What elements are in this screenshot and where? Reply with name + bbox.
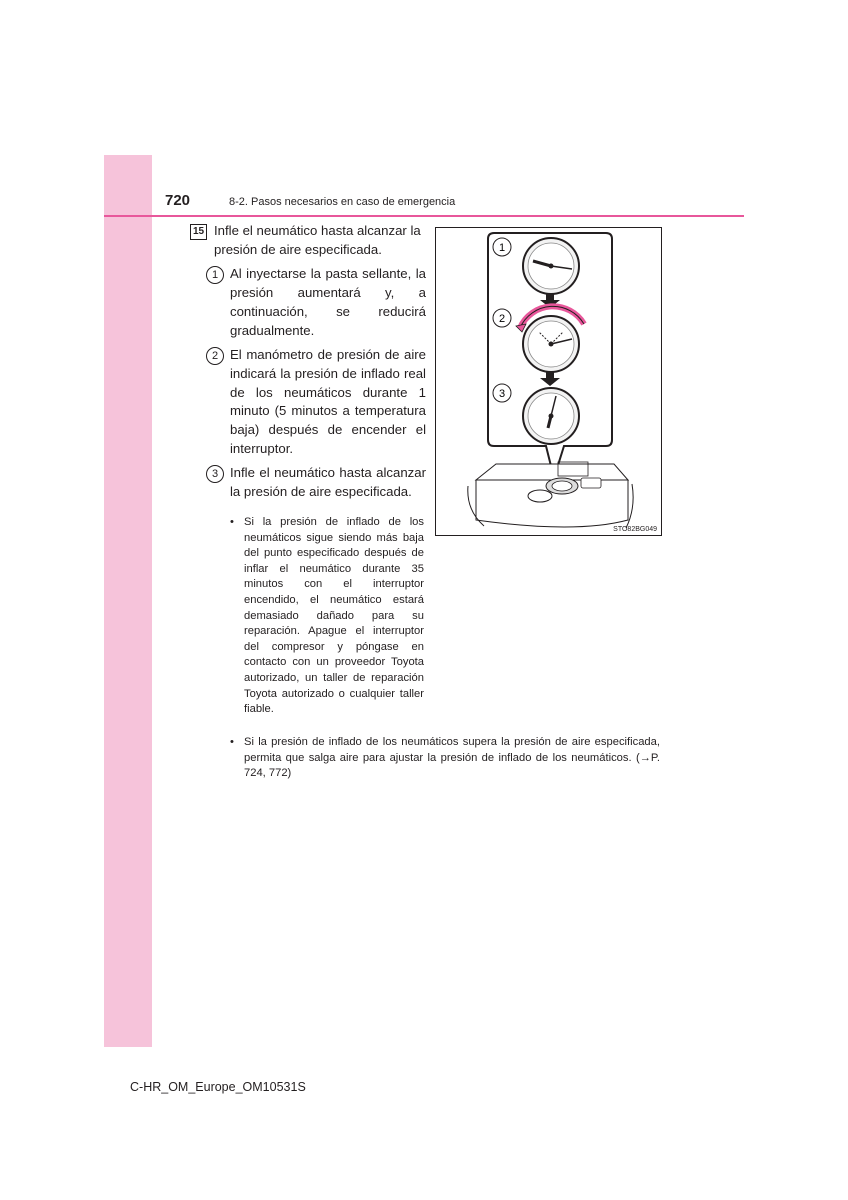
substep-2	[206, 346, 426, 458]
svg-text:1: 1	[498, 242, 506, 254]
note-item-wide	[230, 735, 660, 782]
step-text: Infle el neumático hasta alcanzar la presión de aire especificada.	[214, 223, 421, 257]
side-color-band	[104, 155, 152, 1047]
substep-3	[206, 464, 426, 501]
substep-number: 3	[206, 465, 224, 483]
substep-number: 1	[206, 266, 224, 284]
figure-code: STO82BG049	[613, 526, 657, 533]
step-instructions	[190, 222, 426, 502]
note-item	[230, 515, 424, 718]
substep-1	[206, 265, 426, 340]
bullet-icon: •	[230, 736, 234, 748]
note-text: Si la presión de inflado de los neumáticos supera la presión de aire especificada, permita que salga aire para ajustar la presión de inflado de los neumáticos. (→P. 724, 772)	[244, 736, 660, 780]
svg-text:2: 2	[498, 313, 506, 325]
substep-number: 2	[206, 347, 224, 365]
step-number-badge: 15	[190, 224, 207, 240]
substep-text: Al inyectarse la pasta sellante, la presión aumentará y, a continuación, se reducirá gradualmente.	[230, 266, 426, 338]
page-number: 720	[165, 192, 191, 209]
label-3	[493, 384, 511, 402]
step-15	[190, 222, 426, 259]
svg-text:3: 3	[498, 388, 506, 400]
gauge-1	[523, 238, 579, 294]
note-text: Si la presión de inflado de los neumáticos sigue siendo más baja del punto especificado después de inflar el neumático durante 35 minutos con el interruptor encendido, el neumático estará demasiado dañado para su reparación. Apague el interruptor del compresor y póngase en contacto con un proveedor Toyota autorizado, un taller de reparación Toyota autorizado o cualquier taller fiable.	[244, 516, 424, 716]
header-divider	[104, 215, 744, 217]
substep-text: El manómetro de presión de aire indicará la presión de inflado real de los neumáticos durante 1 minuto (5 minutos a temperatura baja) después de encender el interruptor.	[230, 347, 426, 456]
label-1	[493, 238, 511, 256]
gauge-illustration	[435, 227, 662, 536]
section-title: 8-2. Pasos necesarios en caso de emergencia	[229, 196, 456, 208]
bullet-icon: •	[230, 516, 234, 528]
substep-text: Infle el neumático hasta alcanzar la presión de aire especificada.	[230, 465, 426, 500]
note-list	[230, 515, 424, 718]
gauge-illustration-svg	[436, 228, 663, 537]
footer-doc-id: C-HR_OM_Europe_OM10531S	[130, 1080, 306, 1094]
compressor-unit	[468, 462, 633, 528]
label-2	[493, 309, 511, 327]
gauge-3	[523, 388, 579, 444]
